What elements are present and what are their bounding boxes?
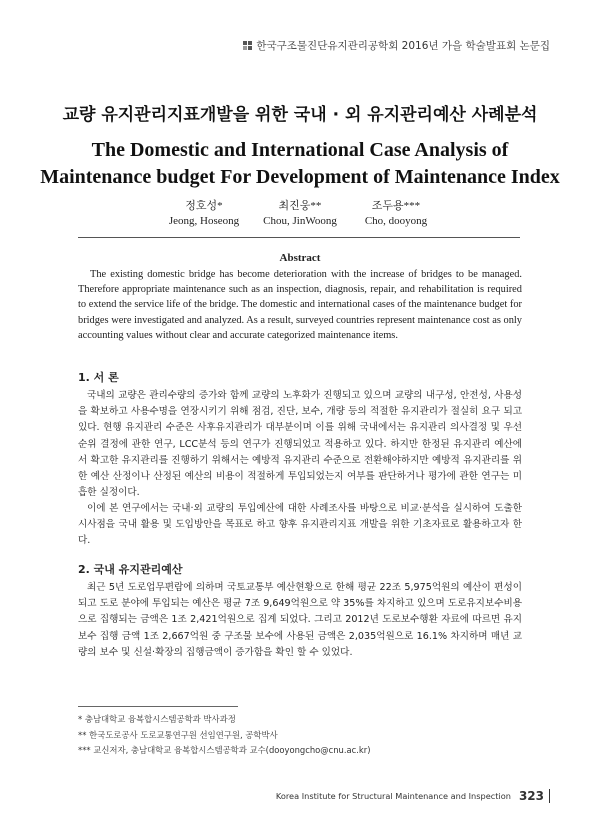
footnote-3: *** 교신저자, 충남대학교 융복합시스템공학과 교수(dooyongcho@cnu.ac.kr) [78,745,371,755]
author-block [0,199,600,229]
section-1-paragraph-2: 이에 본 연구에서는 국내·외 교량의 투입예산에 대한 사례조사를 바탕으로 비교·분석을 실시하여 도출한 시사점을 국내 활용 및 도입방안을 목표로 하고 향후 유지관리지표 개발을 위한 기초자료로 활용하고자 한다. [78,503,522,547]
header-squares-icon [243,41,252,50]
author-3-english: Cho, dooyong [364,215,428,227]
author-2-english: Chou, JinWoong [263,215,337,227]
section-1-heading: 1. 서 론 [78,371,119,384]
author-1-korean: 정호성* [185,200,223,212]
title-english-line1: The Domestic and International Case Analysis of [91,139,509,161]
footnote-2: ** 한국도로공사 도로교통연구원 선임연구원, 공학박사 [78,729,278,740]
author-1-english: Jeong, Hoseong [168,215,240,227]
abstract-heading: Abstract [279,252,321,264]
abstract-body: The existing domestic bridge has become deterioration with the increase of bridges to be managed. Therefore appropriate maintenance such as an inspection, diagnosis, repair, and rehabilitation is required to extend the service life of the bridge. The domestic and international cases of the maintenance budget for bridges were investigated and analyzed. As a result, surveyed countries represent maintenance cost as only accounting values without clear and accurate categorized maintenance items. [78,269,522,341]
running-header-text: 한국구조물진단유지관리공학회 2016년 가을 학술발표회 논문집 [256,40,550,52]
author-3-korean: 조두용*** [371,200,421,212]
footnotes [78,712,370,759]
section-2-heading: 2. 국내 유지관리예산 [78,563,183,576]
section-1-paragraph-1: 국내의 교량은 관리수량의 증가와 함께 교량의 노후화가 진행되고 있으며 교량의 내구성, 안전성, 사용성을 확보하고 사용수명을 연장시키기 위해 점검, 진단, 보수, 개량 등의 적절한 유지관리가 절실히 요구 되고 있다. 현행 유지관리 수준은 사후유지관리가 대부분이며 이를 위해 국내에서는 유지관리 의사결정 및 우선순위 결정에 관한 연구, LCC분석 등의 연구가 진행되었고 적용하고 있다. 하지만 한정된 유지관리 예산에서 확고한 유지관리를 진행하기 위해서는 예방적 유지관리 수준으로 전환해야하지만 예방적 유지관리를 위한 예산 산정이나 산정된 예산의 비용이 적절하게 투입되었는지 여부를 판단하거나 평가에 관한 연구는 미흡한 실정이다. [78,390,522,499]
footer-organization: Korea Institute for Structural Maintenance and Inspection [275,791,511,801]
page-footer [276,789,550,803]
section-2-paragraph-1: 최근 5년 도로업무편람에 의하며 국토교통부 예산현황으로 한해 평균 22조 5,975억원의 예산이 편성이 되고 도로 분야에 투입되는 예산은 평균 7조 9,649억원으로 약 35%를 차지하고 있으며 도로유지보수비용으로 집행되는 금액은 1조 2,421억원으로 집계 되었다. 그리고 2012년 도로보수행환 자료에 따르면 유지보수 집행 금액 1조 2,667억원 중 구조물 보수에 사용된 금액은 2,035억원으로 16.1% 차지하며 매년 교량의 보수 및 신설·확장의 집행금액이 증가함을 확인 할 수 있었다. [78,582,522,658]
title-korean: 교량 유지관리지표개발을 위한 국내 · 외 유지관리예산 사례분석 [62,105,538,125]
footnote-divider [78,706,238,707]
page-number: 323 [519,789,550,803]
running-header [243,38,550,53]
title-english-line2: Maintenance budget For Development of Maintenance Index [40,166,560,188]
footnote-1: * 충남대학교 융복합시스템공학과 박사과정 [78,714,236,724]
author-2-korean: 최진웅** [278,200,322,212]
author-divider [78,237,520,238]
title-english [0,137,600,191]
